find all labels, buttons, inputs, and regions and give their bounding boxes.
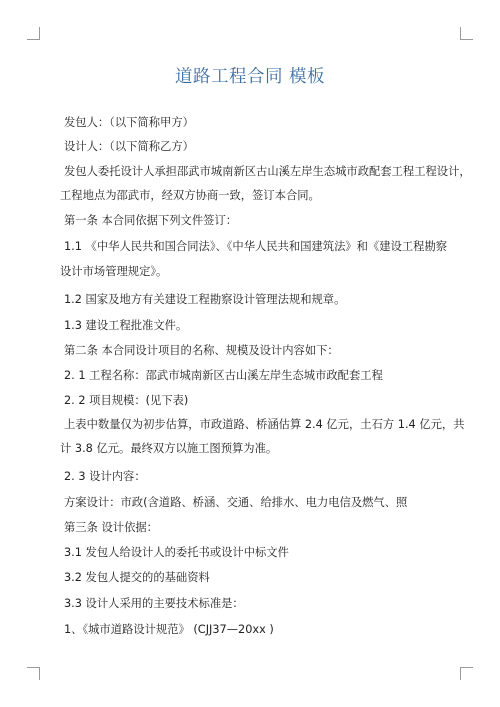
paragraph-line: 第三条 设计依据： [64, 521, 158, 534]
paragraph-line: 1.1 《中华人民共和国合同法》、《中华人民共和国建筑法》和《建设工程勘察 [64, 240, 448, 253]
crop-mark-top-left [27, 27, 40, 40]
paragraph-line: 1、《城市道路设计规范》 (CJJ37—20xx ) [64, 623, 274, 636]
paragraph-line: 3.1 发包人给设计人的委托书或设计中标文件 [64, 546, 289, 559]
paragraph-line: 1.3 建设工程批准文件。 [64, 319, 188, 332]
paragraph-line: 第二条 本合同设计项目的名称、规模及设计内容如下： [64, 344, 339, 357]
paragraph-line: 3.3 设计人采用的主要技术标准是： [64, 597, 244, 610]
paragraph-line: 2. 1 工程名称：邵武市城南新区古山溪左岸生态城市政配套工程 [64, 369, 383, 382]
crop-mark-bottom-left [27, 667, 40, 680]
paragraph-line: 1.2 国家及地方有关建设工程勘察设计管理法规和规章。 [64, 293, 346, 306]
paragraph-line: 工程地点为邵武市，经双方协商一致，签订本合同。 [60, 189, 320, 202]
crop-mark-bottom-right [460, 667, 473, 680]
paragraph-line: 2. 3 设计内容： [64, 470, 146, 483]
paragraph-line: 设计市场管理规定》。 [60, 265, 168, 278]
paragraph-line: 设计人：（以下简称乙方） [64, 140, 194, 153]
paragraph-line: 2. 2 项目规模：(见下表) [64, 394, 189, 407]
paragraph-line: 第一条 本合同依据下列文件签订： [64, 214, 238, 227]
document-title: 道路工程合同 模板 [174, 67, 326, 87]
paragraph-line: 3.2 发包人提交的的基础资料 [64, 571, 210, 584]
crop-mark-top-right [460, 27, 473, 40]
paragraph-line: 发包人：（以下简称甲方） [64, 116, 194, 129]
paragraph-line: 发包人委托设计人承担邵武市城南新区古山溪左岸生态城市政配套工程工程设计， [64, 165, 471, 178]
paragraph-line: 上表中数量仅为初步估算，市政道路、桥涵估算 2.4 亿元，土石方 1.4 亿元，共 [64, 418, 465, 431]
paragraph-line: 计 3.8 亿元。最终双方以施工图预算为准。 [60, 442, 278, 455]
paragraph-line: 方案设计：市政(含道路、桥涵、交通、给排水、电力电信及燃气、照 [64, 496, 408, 509]
